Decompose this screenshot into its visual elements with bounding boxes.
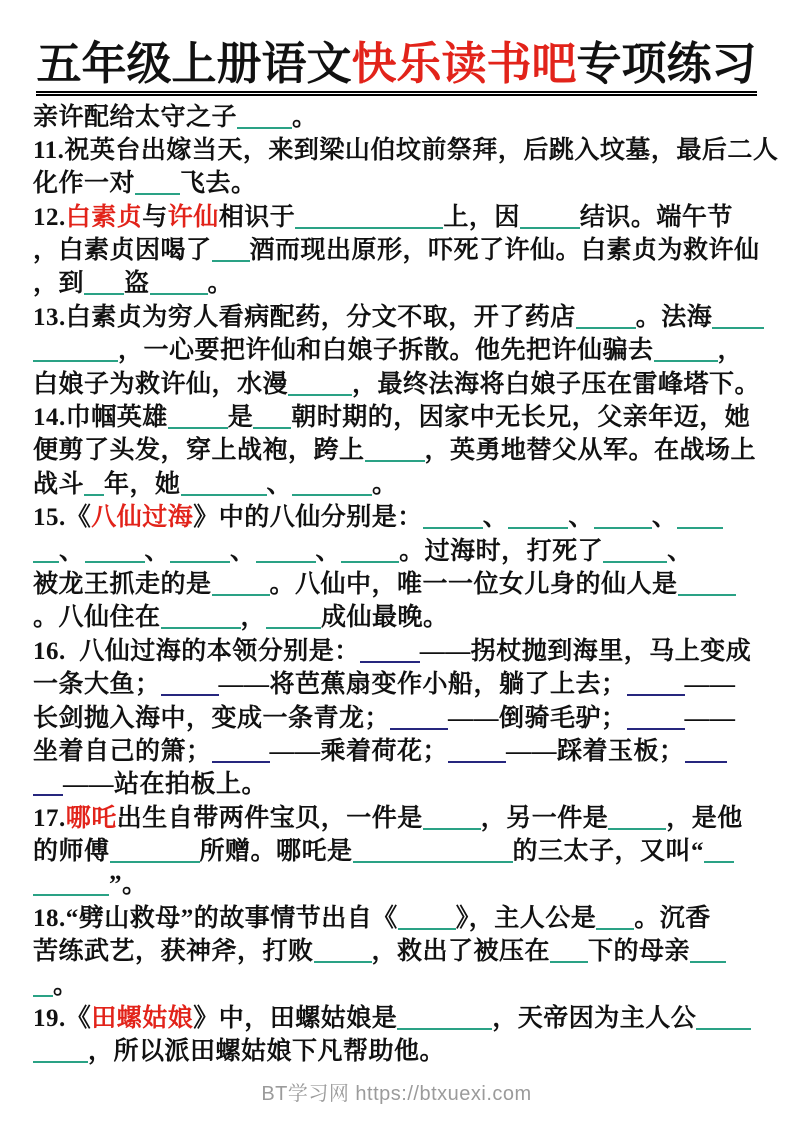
text-run: ， [240, 604, 267, 632]
text-run: 长剑抛入海中，变成一条青龙； [33, 704, 391, 732]
text-run: 11.祝英台出嫁当天，来到梁山伯坟前祭拜，后跳入坟墓，最后二人 [33, 136, 779, 164]
text-run: 相识于 [218, 203, 296, 231]
text-run: 。沉香 [634, 904, 711, 932]
text-run: ——倒骑毛驴； [448, 704, 627, 732]
answer-blank [181, 470, 267, 496]
text-run: 。法海 [635, 303, 713, 331]
text-run: 酒而现出原形，吓死了许仙。白素贞为救许仙 [249, 237, 760, 265]
text-run: 。 [292, 103, 318, 131]
text-run: ，所以派田螺姑娘下凡帮助他。 [88, 1038, 446, 1066]
text-line [33, 568, 760, 601]
text-run: 17. [33, 804, 66, 832]
text-run: 、 [651, 504, 678, 532]
text-line [33, 501, 760, 534]
text-run: ，最终法海将白娘子压在雷峰塔下。 [352, 370, 761, 398]
answer-blank [170, 537, 230, 563]
answer-blank [550, 937, 588, 963]
text-run: 是 [227, 404, 254, 432]
text-run: 14.巾帼英雄 [33, 404, 168, 432]
text-run: —— [684, 704, 736, 732]
text-run: 便剪了头发，穿上战袍，跨上 [33, 437, 365, 465]
text-run: 。 [207, 270, 234, 298]
text-line [33, 368, 760, 401]
answer-blank [448, 737, 506, 763]
answer-blank [266, 603, 321, 629]
answer-blank [365, 436, 425, 462]
text-run: 》，主人公是 [455, 904, 597, 932]
text-line [33, 935, 760, 968]
answer-blank [84, 470, 104, 496]
text-line [33, 301, 760, 334]
answer-blank [212, 236, 250, 262]
keyword-red: 田螺姑娘 [91, 1005, 194, 1033]
keyword-red: 许仙 [167, 203, 219, 231]
worksheet-body [33, 101, 779, 1069]
text-run: —— [684, 671, 736, 699]
text-run: ，天帝因为主人公 [492, 1005, 697, 1033]
answer-blank [212, 737, 270, 763]
answer-blank [654, 336, 718, 362]
text-run: ，另一件是 [480, 804, 609, 832]
text-run: 》中的八仙分别是： [193, 504, 423, 532]
answer-blank [150, 269, 208, 295]
text-run: 化作一对 [33, 170, 136, 198]
text-line [33, 434, 760, 467]
text-line [33, 167, 760, 200]
answer-blank [520, 203, 580, 229]
answer-blank [84, 269, 124, 295]
answer-blank [161, 670, 219, 696]
text-run: 、 [568, 504, 594, 532]
answer-blank [135, 169, 180, 195]
text-run: 15.《 [33, 504, 92, 532]
text-run: ”。 [109, 871, 148, 899]
text-line [33, 401, 760, 434]
answer-blank [627, 670, 685, 696]
answer-blank [237, 103, 292, 129]
text-run: ，白素贞因喝了 [33, 237, 212, 265]
title-text: 五年级上册语文 [36, 39, 352, 89]
text-run: 。八仙中，唯一一位女儿身的仙人是 [269, 570, 678, 598]
text-run: 、 [315, 537, 342, 565]
text-run: ——拐杖抛到海里，马上变成 [419, 637, 752, 665]
text-run: 所赠。哪吒是 [199, 838, 353, 866]
text-run: 》中，田螺姑娘是 [193, 1005, 398, 1033]
text-run: ——踩着玉板； [506, 737, 685, 765]
text-run: 与 [142, 203, 168, 231]
answer-blank [576, 303, 636, 329]
text-run: 19.《 [33, 1005, 92, 1033]
text-run: ，到 [33, 270, 85, 298]
text-run: 一条大鱼； [33, 671, 161, 699]
text-run: 、 [59, 537, 85, 565]
text-run: 18.“劈山救母”的故事情节出自《 [33, 904, 398, 932]
text-run: 战斗 [33, 470, 85, 498]
text-run: 12. [33, 203, 66, 231]
answer-blank [33, 336, 118, 362]
text-line [33, 201, 760, 234]
text-line [33, 802, 760, 835]
answer-blank [168, 403, 228, 429]
answer-blank [423, 804, 481, 830]
text-run: ——站在拍板上。 [63, 771, 268, 799]
text-line [33, 267, 760, 300]
answer-blank [603, 537, 667, 563]
answer-blank [33, 1037, 88, 1063]
text-line [33, 902, 760, 935]
answer-blank [678, 570, 736, 596]
text-line [33, 668, 760, 701]
keyword-red: 八仙过海 [91, 504, 194, 532]
text-run: 。八仙住在 [33, 604, 161, 632]
text-run: ， [717, 337, 744, 365]
answer-blank [33, 537, 59, 563]
text-run: 被龙王抓走的是 [33, 570, 212, 598]
answer-blank [596, 904, 634, 930]
text-line [33, 1035, 760, 1068]
answer-blank [685, 737, 727, 763]
text-run: 成仙最晚。 [321, 604, 449, 632]
text-run: 出生自带两件宝贝，一件是 [116, 804, 423, 832]
text-line [33, 835, 760, 868]
answer-blank [677, 503, 723, 529]
text-run: ——乘着荷花； [269, 737, 449, 765]
text-line [33, 735, 760, 768]
answer-blank [288, 370, 352, 396]
text-run: 13.白素贞为穷人看病配药，分文不取，开了药店 [33, 303, 576, 331]
text-run: 朝时期的，因家中无长兄，父亲年迈，她 [291, 404, 751, 432]
text-run: ，一心要把许仙和白娘子拆散。他先把许仙骗去 [118, 337, 654, 365]
answer-blank [608, 804, 666, 830]
text-run: 坐着自己的箫； [33, 737, 212, 765]
answer-blank [341, 537, 399, 563]
text-line [33, 234, 760, 267]
text-line [33, 468, 760, 501]
text-run: 16. 八仙过海的本领分别是： [33, 637, 360, 665]
answer-blank [398, 904, 456, 930]
text-run: 上，因 [443, 203, 520, 231]
text-run: 的三太子，又叫“ [512, 838, 705, 866]
answer-blank [33, 870, 109, 896]
text-run: 年，她 [104, 470, 181, 498]
text-line [33, 1002, 760, 1035]
text-line [33, 334, 760, 367]
text-run: ，是他 [666, 804, 743, 832]
text-line [33, 635, 760, 668]
answer-blank [627, 704, 685, 730]
answer-blank [161, 603, 241, 629]
text-line [33, 969, 760, 1002]
title-text: 专项练习 [576, 39, 757, 89]
answer-blank [508, 503, 568, 529]
text-run: 、 [266, 470, 293, 498]
answer-blank [423, 503, 483, 529]
text-run: 。过海时，打死了 [399, 537, 604, 565]
text-run: 苦练武艺，获神斧，打败 [33, 938, 314, 966]
page-title [36, 0, 757, 96]
text-run: 亲许配给太守之子 [33, 103, 238, 131]
text-line [33, 101, 760, 134]
answer-blank [292, 470, 372, 496]
answer-blank [110, 837, 200, 863]
answer-blank [704, 837, 734, 863]
answer-blank [85, 537, 145, 563]
answer-blank [256, 537, 316, 563]
text-run: 。 [53, 971, 79, 999]
answer-blank [696, 1004, 751, 1030]
answer-blank [253, 403, 291, 429]
title-keyword-red: 快乐读书吧 [351, 39, 577, 89]
text-run: 下的母亲 [588, 938, 691, 966]
text-run: ——将芭蕉扇变作小船，躺了上去； [218, 671, 627, 699]
text-line [33, 868, 760, 901]
answer-blank [712, 303, 764, 329]
text-run: 、 [144, 537, 171, 565]
text-run: 的师傅 [33, 838, 110, 866]
text-line [33, 535, 760, 568]
text-run: 白娘子为救许仙，水漫 [33, 370, 289, 398]
keyword-red: 白素贞 [65, 203, 143, 231]
answer-blank [397, 1004, 492, 1030]
text-run: 飞去。 [180, 170, 257, 198]
answer-blank [594, 503, 652, 529]
answer-blank [33, 770, 63, 796]
answer-blank [212, 570, 270, 596]
text-line [33, 601, 760, 634]
answer-blank [360, 637, 420, 663]
watermark-footer: BT学习网 https://btxuexi.com [261, 1083, 532, 1105]
text-run: 。 [372, 470, 398, 498]
text-line [33, 134, 779, 167]
text-run: 、 [667, 537, 693, 565]
text-run: 盗 [124, 270, 150, 298]
text-run: 结识。端午节 [579, 203, 733, 231]
text-run: 、 [230, 537, 256, 565]
answer-blank [690, 937, 726, 963]
answer-blank [390, 704, 448, 730]
answer-blank [33, 971, 53, 997]
answer-blank [314, 937, 372, 963]
text-run: ，救出了被压在 [371, 938, 551, 966]
answer-blank [353, 837, 513, 863]
text-line [33, 768, 760, 801]
text-run: 、 [482, 504, 509, 532]
text-line [33, 702, 760, 735]
keyword-red: 哪吒 [65, 804, 117, 832]
text-run: ，英勇地替父从军。在战场上 [424, 437, 757, 465]
answer-blank [295, 203, 443, 229]
